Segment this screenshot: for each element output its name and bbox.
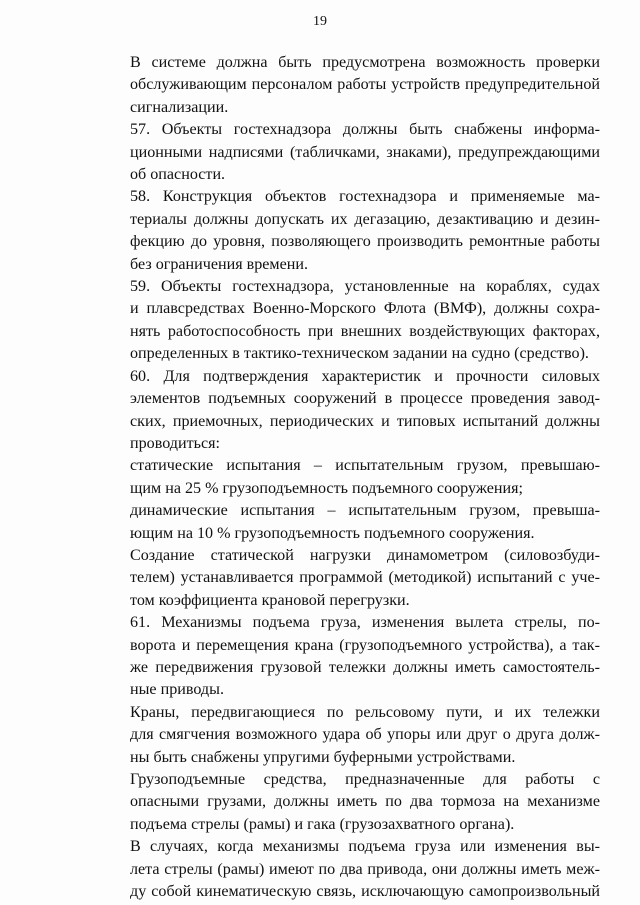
text-line: подъема стрелы (рамы) и гака (грузозахватного органа). [130, 815, 515, 833]
text-line: териалы должны допускать их дегазацию, дезактивацию и дезин- [130, 210, 600, 228]
paragraph [92, 455, 600, 500]
text-line: ющим на 10 % грузоподъемность подъемного сооружения. [130, 524, 535, 542]
paragraph [92, 545, 600, 612]
text-line: 58. Конструкция объектов гостехнадзора и применяемые ма- [130, 188, 600, 206]
text-line: ные приводы. [130, 681, 224, 699]
text-line: ны быть снабжены упругими буферными устройствами. [130, 748, 516, 766]
text-line: В системе должна быть предусмотрена возможность проверки [130, 54, 600, 71]
paragraph [92, 702, 600, 769]
text-line: ских, приемочных, периодических и типовых испытаний должны [130, 412, 600, 430]
text-line: обслуживающим персоналом работы устройств предупредительной [130, 76, 600, 94]
text-line: лета стрелы (рамы) имеют по два привода, они должны иметь меж- [130, 860, 600, 878]
text-line: том коэффициента крановой перегрузки. [130, 591, 410, 609]
text-line: 57. Объекты гостехнадзора должны быть снабжены информа- [130, 121, 600, 139]
paragraph [92, 119, 600, 186]
text-line: динамические испытания – испытательным грузом, превыша- [130, 502, 600, 520]
text-line: без ограничения времени. [130, 255, 309, 273]
paragraph [92, 612, 600, 702]
text-line: об опасности. [130, 166, 226, 184]
text-line: для смягчения возможного удара об упоры или друг о друга долж- [130, 726, 600, 744]
text-line: Создание статической нагрузки динамометром (силовозбуди- [130, 546, 600, 564]
text-line: ворота и перемещения крана (грузоподъемного устройства), а так- [130, 636, 600, 654]
text-line: опасными грузами, должны иметь по два тормоза на механизме [130, 793, 600, 811]
text-line: определенных в тактико-техническом задании на судно (средство). [130, 345, 589, 363]
text-line: В случаях, когда механизмы подъема груза или изменения вы- [130, 838, 600, 856]
paragraph [92, 769, 600, 836]
text-line: фекцию до уровня, позволяющего производить ремонтные работы [130, 233, 600, 251]
paragraph [92, 836, 600, 903]
text-line: сигнализации. [130, 98, 229, 116]
text-line: же передвижения грузовой тележки должны иметь самостоятель- [130, 658, 600, 676]
text-line: 59. Объекты гостехнадзора, установленные на кораблях, судах [130, 278, 600, 296]
text-line: 60. Для подтверждения характеристик и прочности силовых [130, 367, 600, 385]
text-line: элементов подъемных сооружений в процессе проведения завод- [130, 390, 600, 408]
text-line: статические испытания – испытательным грузом, превышаю- [130, 457, 600, 475]
text-line: ционными надписями (табличками, знаками), предупреждающими [130, 143, 600, 161]
paragraph [92, 276, 600, 366]
paragraph [92, 500, 600, 545]
paragraph [92, 366, 600, 456]
page-body [92, 52, 600, 903]
text-line: Грузоподъемные средства, предназначенные для работы с [130, 771, 600, 788]
paragraph [92, 186, 600, 276]
text-line: ду собой кинематическую связь, исключающую самопроизвольный [130, 883, 600, 901]
text-line: нять работоспособность при внешних воздействующих факторах, [130, 322, 600, 340]
paragraph [92, 52, 600, 119]
text-line: Краны, передвигающиеся по рельсовому пути, и их тележки [130, 703, 600, 721]
text-line: телем) устанавливается программой (методикой) испытаний с уче- [130, 569, 600, 587]
page-number: 19 [313, 14, 327, 29]
text-line: проводиться: [130, 434, 220, 452]
text-line: 61. Механизмы подъема груза, изменения вылета стрелы, по- [130, 614, 600, 632]
text-line: щим на 25 % грузоподъемность подъемного сооружения; [130, 479, 523, 497]
text-line: и плавсредствах Военно-Морского Флота (ВМФ), должны сохра- [130, 300, 600, 318]
